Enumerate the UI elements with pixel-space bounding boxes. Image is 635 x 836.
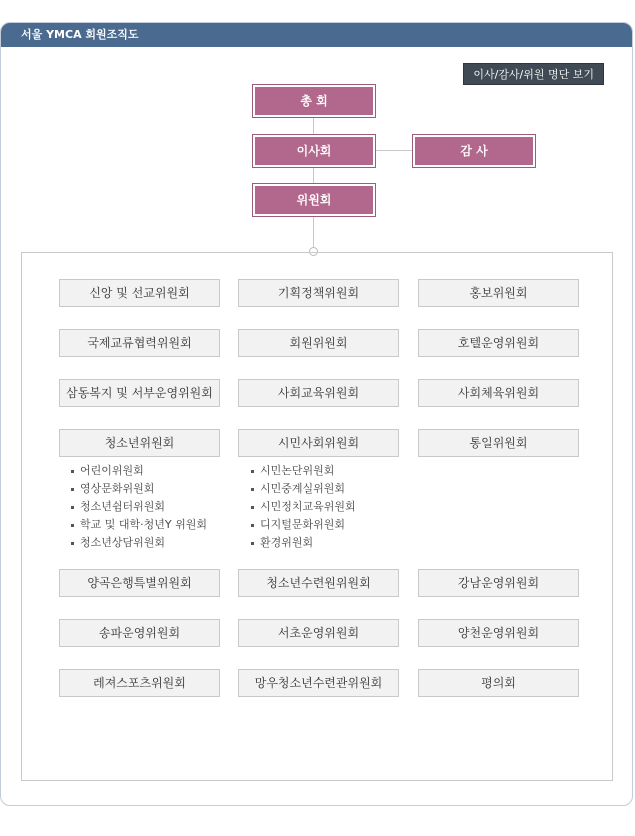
committee-item[interactable]: 양천운영위원회 — [418, 619, 579, 647]
subcommittee-item[interactable]: 시민중계실위원회 — [250, 480, 356, 498]
youth-subcommittee-list — [70, 462, 207, 552]
committee-item[interactable]: 청소년위원회 — [59, 429, 220, 457]
subcommittee-item[interactable]: 어린이위원회 — [70, 462, 207, 480]
subcommittee-item[interactable]: 학교 및 대학·청년Y 위원회 — [70, 516, 207, 534]
subcommittee-item[interactable]: 시민정치교육위원회 — [250, 498, 356, 516]
committee-item[interactable]: 사회체육위원회 — [418, 379, 579, 407]
auditor-node[interactable]: 감 사 — [413, 135, 535, 167]
committee-item[interactable]: 홍보위원회 — [418, 279, 579, 307]
civil-subcommittee-list — [250, 462, 356, 552]
subcommittee-item[interactable]: 시민논단위원회 — [250, 462, 356, 480]
committee-item[interactable]: 신앙 및 선교위원회 — [59, 279, 220, 307]
committee-item[interactable]: 강남운영위원회 — [418, 569, 579, 597]
subcommittee-item[interactable]: 환경위원회 — [250, 534, 356, 552]
committee-item[interactable]: 망우청소년수련관위원회 — [238, 669, 399, 697]
committee-item[interactable]: 기획정책위원회 — [238, 279, 399, 307]
subcommittee-item[interactable]: 디지털문화위원회 — [250, 516, 356, 534]
connector-board-auditor — [375, 150, 415, 151]
connector-assembly-board — [313, 114, 314, 136]
subcommittee-item[interactable]: 청소년쉼터위원회 — [70, 498, 207, 516]
committee-item[interactable]: 송파운영위원회 — [59, 619, 220, 647]
roster-button[interactable]: 이사/감사/위원 명단 보기 — [463, 63, 604, 85]
subcommittee-item[interactable]: 영상문화위원회 — [70, 480, 207, 498]
committee-item[interactable]: 국제교류협력위원회 — [59, 329, 220, 357]
committee-item[interactable]: 호텔운영위원회 — [418, 329, 579, 357]
committee-item[interactable]: 사회교육위원회 — [238, 379, 399, 407]
committee-item[interactable]: 레져스포츠위원회 — [59, 669, 220, 697]
committee-item[interactable]: 통일위원회 — [418, 429, 579, 457]
committee-item[interactable]: 양곡은행특별위원회 — [59, 569, 220, 597]
committee-item[interactable]: 시민사회위원회 — [238, 429, 399, 457]
panel-title: 서울 YMCA 회원조직도 — [1, 23, 632, 47]
committee-item[interactable]: 평의회 — [418, 669, 579, 697]
general-assembly-node[interactable]: 총 회 — [253, 85, 375, 117]
connector-committee-box — [313, 214, 314, 248]
committee-item[interactable]: 회원위원회 — [238, 329, 399, 357]
committee-node[interactable]: 위원회 — [253, 184, 375, 216]
committee-item[interactable]: 삼동복지 및 서부운영위원회 — [59, 379, 220, 407]
committee-item[interactable]: 서초운영위원회 — [238, 619, 399, 647]
board-node[interactable]: 이사회 — [253, 135, 375, 167]
committee-item[interactable]: 청소년수련원위원회 — [238, 569, 399, 597]
subcommittee-item[interactable]: 청소년상담위원회 — [70, 534, 207, 552]
